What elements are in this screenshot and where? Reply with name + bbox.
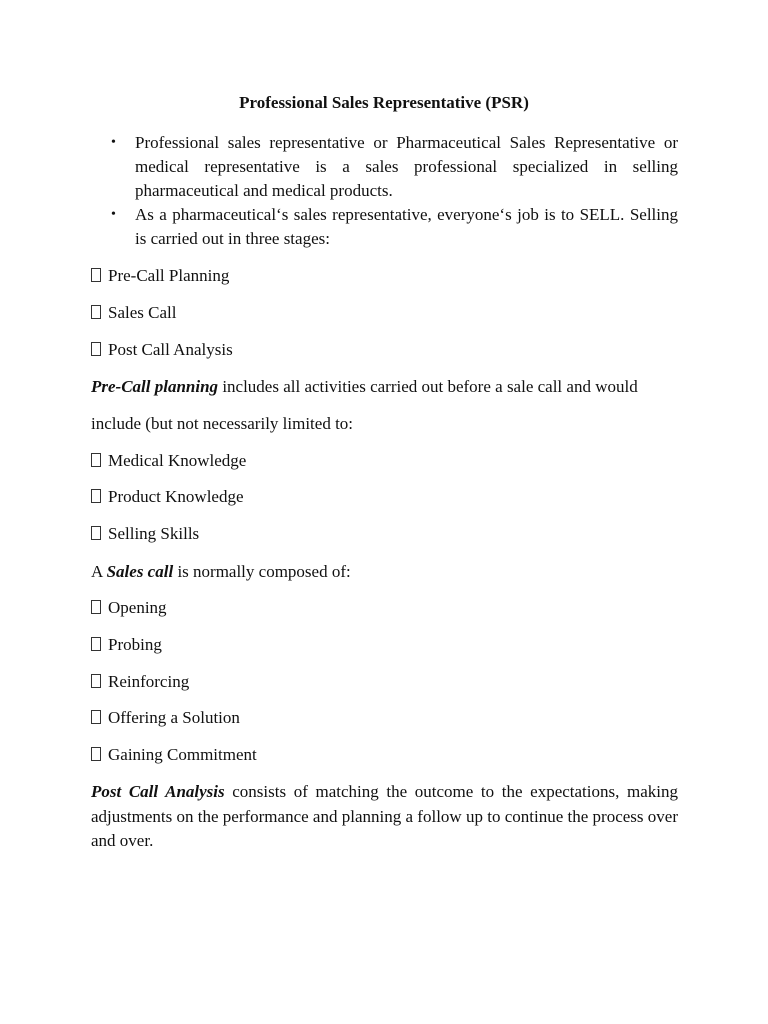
postcall-paragraph: Post Call Analysis consists of matching the outcome to the expectations, making adjustments on the performance and planning a follow up to continue the process over and over. bbox=[91, 782, 678, 850]
salescall-term: Sales call bbox=[106, 562, 174, 581]
bullet-text: As a pharmaceutical‘s sales representative, everyone‘s job is to SELL. Selling is carried out in three stages: bbox=[135, 205, 678, 248]
checkbox-glyph-icon bbox=[91, 600, 101, 614]
stage-item: Sales Call bbox=[91, 302, 176, 324]
intro-bullet-list bbox=[91, 131, 678, 251]
checkbox-glyph-icon bbox=[91, 453, 101, 467]
checkbox-glyph-icon bbox=[91, 747, 101, 761]
stage-item: Pre-Call Planning bbox=[91, 265, 229, 287]
precall-term: Pre-Call planning bbox=[91, 377, 219, 396]
bullet-icon: • bbox=[111, 135, 116, 150]
postcall-term: Post Call Analysis bbox=[91, 782, 225, 801]
salescall-item: Reinforcing bbox=[91, 671, 189, 693]
checkbox-glyph-icon bbox=[91, 305, 101, 319]
checkbox-glyph-icon bbox=[91, 710, 101, 724]
salescall-definition: A Sales call is normally composed of: bbox=[91, 562, 351, 581]
checkbox-glyph-icon bbox=[91, 268, 101, 282]
precall-item: Medical Knowledge bbox=[91, 450, 246, 472]
salescall-item: Opening bbox=[91, 597, 167, 619]
checkbox-glyph-icon bbox=[91, 674, 101, 688]
page-title: Professional Sales Representative (PSR) bbox=[239, 93, 529, 112]
checkbox-glyph-icon bbox=[91, 342, 101, 356]
salescall-item: Offering a Solution bbox=[91, 707, 240, 729]
checkbox-glyph-icon bbox=[91, 526, 101, 540]
salescall-item: Gaining Commitment bbox=[91, 744, 257, 766]
bullet-text: Professional sales representative or Pharmaceutical Sales Representative or medical representative is a sales professional specialized in selling pharmaceutical and medical products. bbox=[135, 133, 678, 200]
precall-item: Product Knowledge bbox=[91, 486, 244, 508]
precall-item: Selling Skills bbox=[91, 523, 199, 545]
precall-definition-line-1: Pre-Call planning includes all activities carried out before a sale call and would bbox=[91, 377, 638, 396]
checkbox-glyph-icon bbox=[91, 637, 101, 651]
checkbox-glyph-icon bbox=[91, 489, 101, 503]
bullet-item bbox=[91, 203, 678, 251]
bullet-icon: • bbox=[111, 207, 116, 222]
precall-definition-line-2: include (but not necessarily limited to: bbox=[91, 414, 354, 433]
salescall-item: Probing bbox=[91, 634, 162, 656]
bullet-item bbox=[91, 131, 678, 203]
stage-item: Post Call Analysis bbox=[91, 339, 233, 361]
